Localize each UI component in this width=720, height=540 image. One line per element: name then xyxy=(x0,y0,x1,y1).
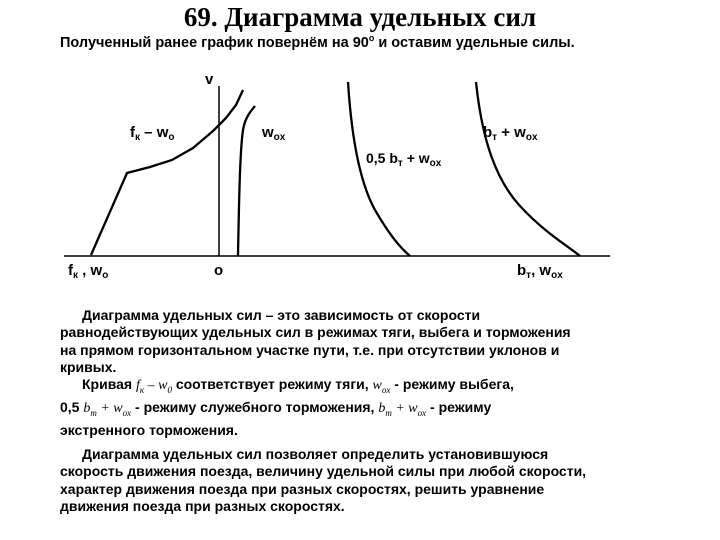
para1-line7: экстренного торможения. xyxy=(60,422,238,439)
v-axis-label: v xyxy=(205,71,214,88)
service-braking-label: 0,5 $b_т + w_{ox}$ xyxy=(366,150,442,169)
origin-label: o xyxy=(214,262,224,279)
emergency-braking-curve xyxy=(476,82,580,256)
traction-curve xyxy=(91,90,243,255)
para2-line4: движения поезда при разных скоростях. xyxy=(60,497,345,514)
para2-line2: скорость движения поезда, величину удельной силы при любой скорости, xyxy=(60,463,587,480)
traction-curve-label: $f_к - w_o$ xyxy=(130,124,175,143)
para1-line6: 0,5 $b_т + w_{ox}$ - режиму служебного торможения, $b_т + w_{ox}$ - режиму xyxy=(60,399,492,419)
para2-line1: Диаграмма удельных сил позволяет определить установившуюся xyxy=(82,446,549,462)
usage-paragraph xyxy=(60,446,690,515)
subtitle-text-end: и оставим удельные силы. xyxy=(374,34,575,51)
para2-line3: характер движения поезда при разных скоростях, решить уравнение xyxy=(60,480,545,497)
coasting-curve xyxy=(238,106,255,256)
x-left-label: $f_к$ , $w_o$ xyxy=(68,262,109,281)
x-right-label: $b_т$, $w_{ox}$ xyxy=(517,262,563,281)
emergency-braking-label: $b_т + w_{ox}$ xyxy=(483,124,538,143)
para1-line4: кривых. xyxy=(60,358,117,375)
coasting-curve-label: $w_{ox}$ xyxy=(262,124,286,143)
subtitle-text: Полученный ранее график повернём на 90 xyxy=(60,34,369,51)
slide-title: 69. Диаграмма удельных сил xyxy=(183,2,537,32)
description-paragraph xyxy=(60,307,690,440)
para1-line2: равнодействующих удельных сил в режимах тяги, выбега и торможения xyxy=(60,324,571,341)
para1-line1: Диаграмма удельных сил – это зависимость от скорости xyxy=(82,307,481,323)
degree-mark: о xyxy=(368,33,375,43)
service-braking-curve xyxy=(348,82,410,256)
para1-line5: Кривая $f_к - w_0$ соответствует режиму тяги, $w_{ox}$ - режиму выбега, xyxy=(82,376,514,395)
para1-line3: на прямом горизонтальном участке пути, т.е. при отсутствии уклонов и xyxy=(60,341,560,358)
